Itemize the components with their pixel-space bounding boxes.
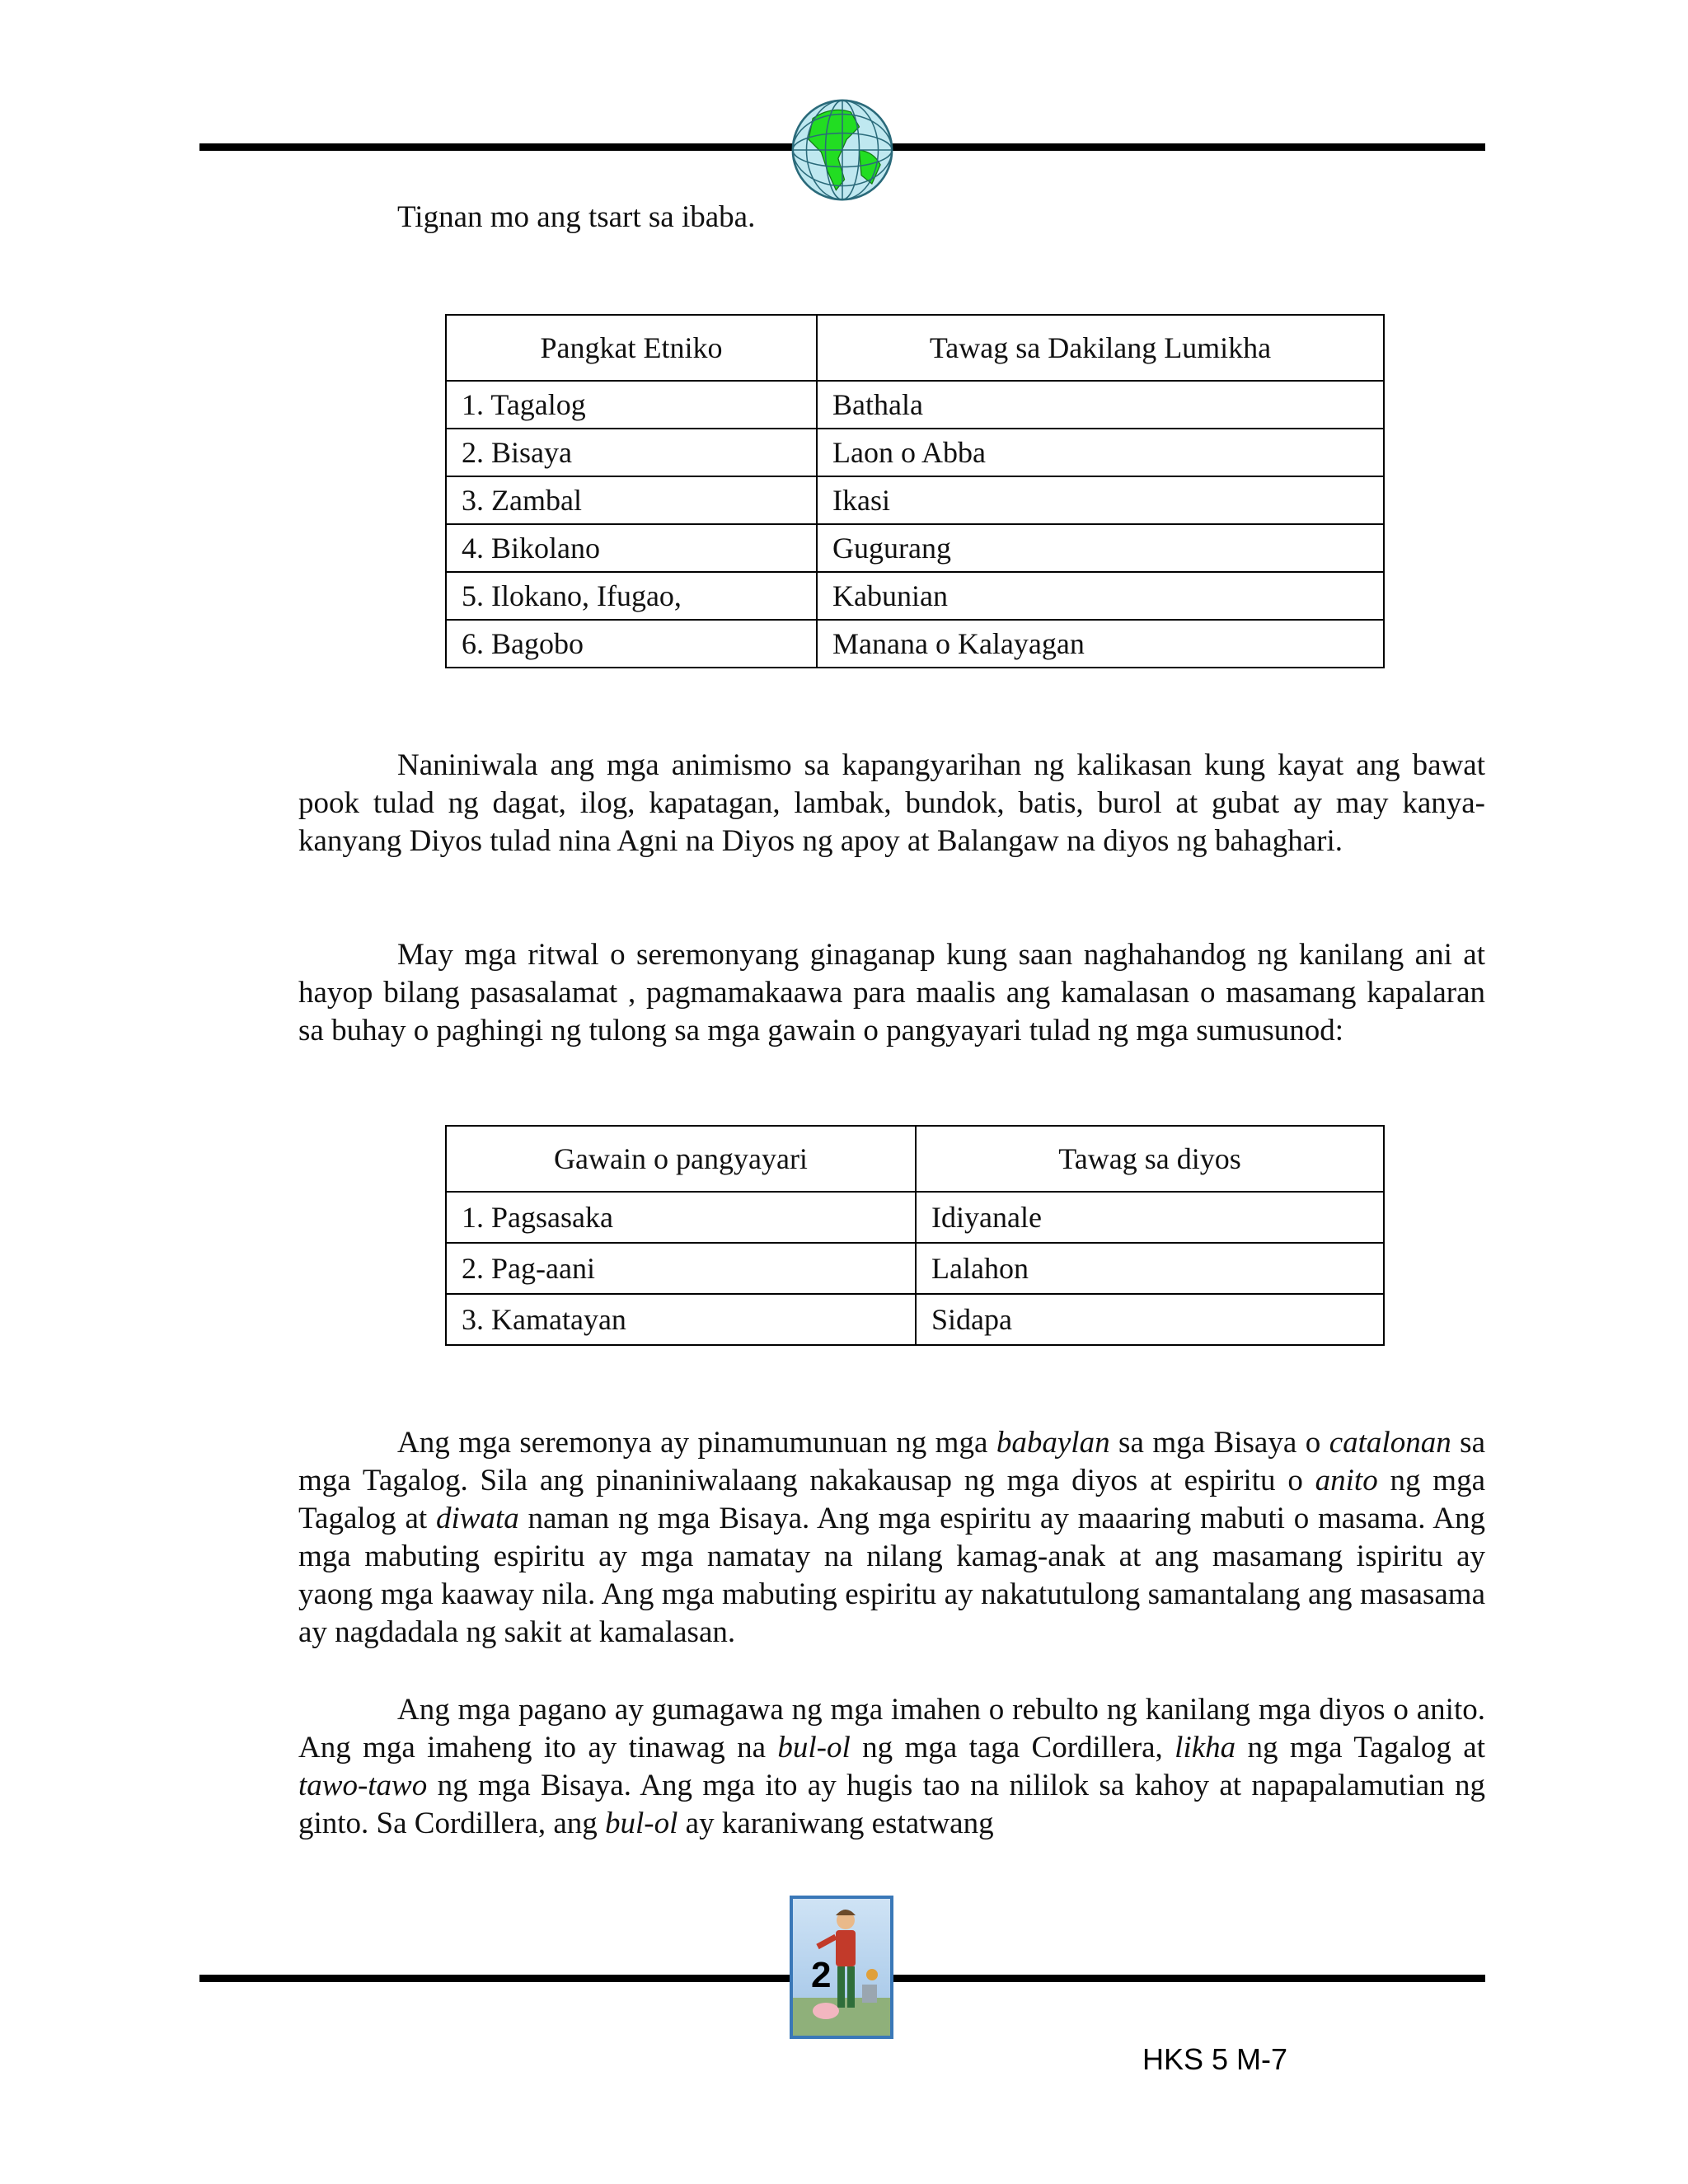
module-code: HKS 5 M-7 [1142, 2042, 1288, 2076]
table-row [446, 620, 1384, 668]
farmer-illustration [790, 1896, 893, 2039]
table-cell: 2. Bisaya [446, 429, 817, 476]
table-row [446, 429, 1384, 476]
table-cell: Kabunian [817, 572, 1384, 620]
table-cell: Lalahon [916, 1243, 1384, 1294]
table-row [446, 381, 1384, 429]
table-cell: 6. Bagobo [446, 620, 817, 668]
table-header-row [446, 1126, 1384, 1192]
table-row [446, 524, 1384, 572]
globe-icon [790, 97, 895, 203]
table-cell: 3. Zambal [446, 476, 817, 524]
table-header-cell: Pangkat Etniko [446, 315, 817, 381]
ethnic-groups-table [445, 314, 1385, 668]
table-cell: 4. Bikolano [446, 524, 817, 572]
table-header-row [446, 315, 1384, 381]
table-cell: Ikasi [817, 476, 1384, 524]
paragraph-animism: Naniniwala ang mga animismo sa kapangyarihan ng kalikasan kung kayat ang bawat pook tulad ng dagat, ilog, kapatagan, lambak, bundok, batis, burol at gubat ay may kanya-kanyang Diyos tulad nina Agni na Diyos ng apoy at Balangaw na diyos ng bahaghari. [298, 748, 1485, 858]
table-row [446, 1192, 1384, 1243]
table-row [446, 476, 1384, 524]
table-header-cell: Tawag sa Dakilang Lumikha [817, 315, 1384, 381]
activities-gods-table [445, 1125, 1385, 1346]
table-cell: 3. Kamatayan [446, 1294, 916, 1345]
intro-text: Tignan mo ang tsart sa ibaba. [397, 200, 756, 234]
table-cell: 5. Ilokano, Ifugao, [446, 572, 817, 620]
table-cell: Idiyanale [916, 1192, 1384, 1243]
table-cell: Manana o Kalayagan [817, 620, 1384, 668]
page-number: 2 [811, 1955, 832, 1995]
table-cell: Laon o Abba [817, 429, 1384, 476]
table-cell: 1. Tagalog [446, 381, 817, 429]
table-row [446, 1294, 1384, 1345]
table-cell: 2. Pag-aani [446, 1243, 916, 1294]
table-cell: Sidapa [916, 1294, 1384, 1345]
farmer-figure-icon [793, 1899, 890, 2036]
table-row [446, 1243, 1384, 1294]
paragraph-rituals: May mga ritwal o seremonyang ginaganap kung saan naghahandog ng kanilang ani at hayop bilang pasasalamat , pagmamakaawa para maalis ang kamalasan o masamang kapalaran sa buhay o paghingi ng tulong sa mga gawain o pangyayari tulad ng mga sumusunod: [298, 938, 1485, 1047]
table-cell: 1. Pagsasaka [446, 1192, 916, 1243]
table-cell: Gugurang [817, 524, 1384, 572]
table-header-cell: Gawain o pangyayari [446, 1126, 916, 1192]
paragraph-images: Ang mga pagano ay gumagawa ng mga imahen o rebulto ng kanilang mga diyos o anito. Ang mga imaheng ito ay tinawag na bul-ol ng mga taga Cordillera, likha ng mga Tagalog at tawo-tawo ng mga Bisaya. Ang mga ito ay hugis tao na nililok sa kahoy at napapalamutian ng ginto. Sa Cordillera, ang bul-ol ay karaniwang estatwang [298, 1693, 1485, 1840]
table-cell: Bathala [817, 381, 1384, 429]
table-header-cell: Tawag sa diyos [916, 1126, 1384, 1192]
table-row [446, 572, 1384, 620]
paragraph-ceremonies: Ang mga seremonya ay pinamumunuan ng mga babaylan sa mga Bisaya o catalonan sa mga Tagalog. Sila ang pinaniniwalaang nakakausap ng mga diyos at espiritu o anito ng mga Tagalog at diwata naman ng mga Bisaya. Ang mga espiritu ay maaaring mabuti o masama. Ang mga mabuting espiritu ay mga namatay na nilang kamag-anak at ang masamang ispiritu ay yaong mga kaaway nila. Ang mga mabuting espiritu ay nakatutulong samantalang ang masasama ay nagdadala ng sakit at kamalasan. [298, 1426, 1486, 1649]
